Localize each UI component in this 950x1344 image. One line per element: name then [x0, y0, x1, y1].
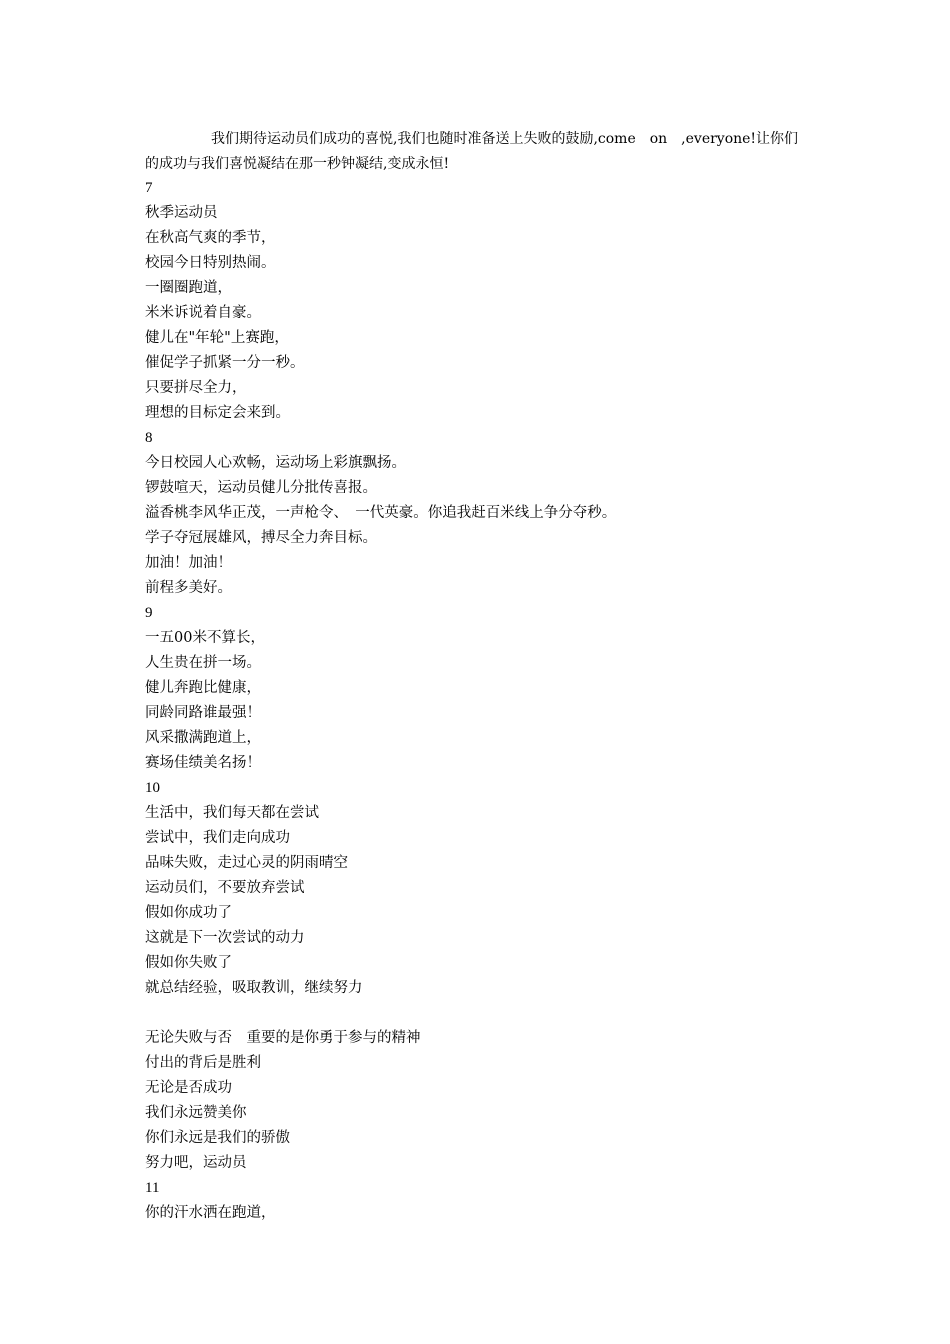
section-number: 9 — [145, 605, 153, 621]
text-line: 你们永远是我们的骄傲 — [145, 1130, 290, 1146]
section-number: 10 — [145, 780, 160, 796]
poem-lines — [145, 176, 825, 1226]
text-line: 催促学子抓紧一分一秒。 — [145, 355, 305, 371]
text-line: 米米诉说着自豪。 — [145, 305, 261, 321]
text-line: 一圈圈跑道， — [145, 280, 232, 296]
text-line: 运动员们，不要放弃尝试 — [145, 880, 305, 896]
text-line: 健儿在"年轮"上赛跑， — [145, 330, 289, 346]
text-line: 努力吧，运动员 — [145, 1155, 247, 1171]
text-line: 一五00米不算长， — [145, 630, 265, 646]
text-line: 这就是下一次尝试的动力 — [145, 930, 305, 946]
text-line: 风采撒满跑道上， — [145, 730, 261, 746]
text-line: 生活中，我们每天都在尝试 — [145, 805, 319, 821]
text-line: 今日校园人心欢畅，运动场上彩旗飘扬。 — [145, 455, 406, 471]
text-line: 就总结经验，吸取教训，继续努力 — [145, 980, 363, 996]
text-line: 赛场佳绩美名扬！ — [145, 755, 261, 771]
text-line: 假如你失败了 — [145, 955, 232, 971]
text-line: 无论是否成功 — [145, 1080, 232, 1096]
text-line: 理想的目标定会来到。 — [145, 405, 290, 421]
text-line: 我们永远赞美你 — [145, 1105, 247, 1121]
text-line: 同龄同路谁最强！ — [145, 705, 261, 721]
text-line: 无论失败与否 重要的是你勇于参与的精神 — [145, 1030, 421, 1046]
section-number: 11 — [145, 1180, 160, 1196]
text-line: 加油！加油！ — [145, 555, 232, 571]
text-line: 品味失败，走过心灵的阴雨晴空 — [145, 855, 348, 871]
blank-line — [145, 1001, 825, 1026]
text-line: 人生贵在拼一场。 — [145, 655, 261, 671]
text-line: 付出的背后是胜利 — [145, 1055, 261, 1071]
text-line: 锣鼓喧天，运动员健儿分批传喜报。 — [145, 480, 377, 496]
text-line: 假如你成功了 — [145, 905, 232, 921]
text-line: 在秋高气爽的季节， — [145, 230, 276, 246]
text-line: 溢香桃李风华正茂，一声枪令、 一代英豪。你追我赶百米线上争分夺秒。 — [145, 505, 617, 521]
text-line: 校园今日特别热闹。 — [145, 255, 276, 271]
text-line: 秋季运动员 — [145, 205, 218, 221]
intro-paragraph: 我们期待运动员们成功的喜悦,我们也随时准备送上失败的鼓励,come on ,everyone!让你们的成功与我们喜悦凝结在那一秒钟凝结,变成永恒! — [145, 131, 799, 172]
text-line: 健儿奔跑比健康， — [145, 680, 261, 696]
section-number: 7 — [145, 180, 153, 196]
text-line: 尝试中，我们走向成功 — [145, 830, 290, 846]
text-line: 学子夺冠展雄风，搏尽全力奔目标。 — [145, 530, 377, 546]
section-number: 8 — [145, 430, 153, 446]
text-line: 你的汗水洒在跑道， — [145, 1205, 276, 1221]
text-line: 只要拼尽全力， — [145, 380, 247, 396]
text-line: 前程多美好。 — [145, 580, 232, 596]
